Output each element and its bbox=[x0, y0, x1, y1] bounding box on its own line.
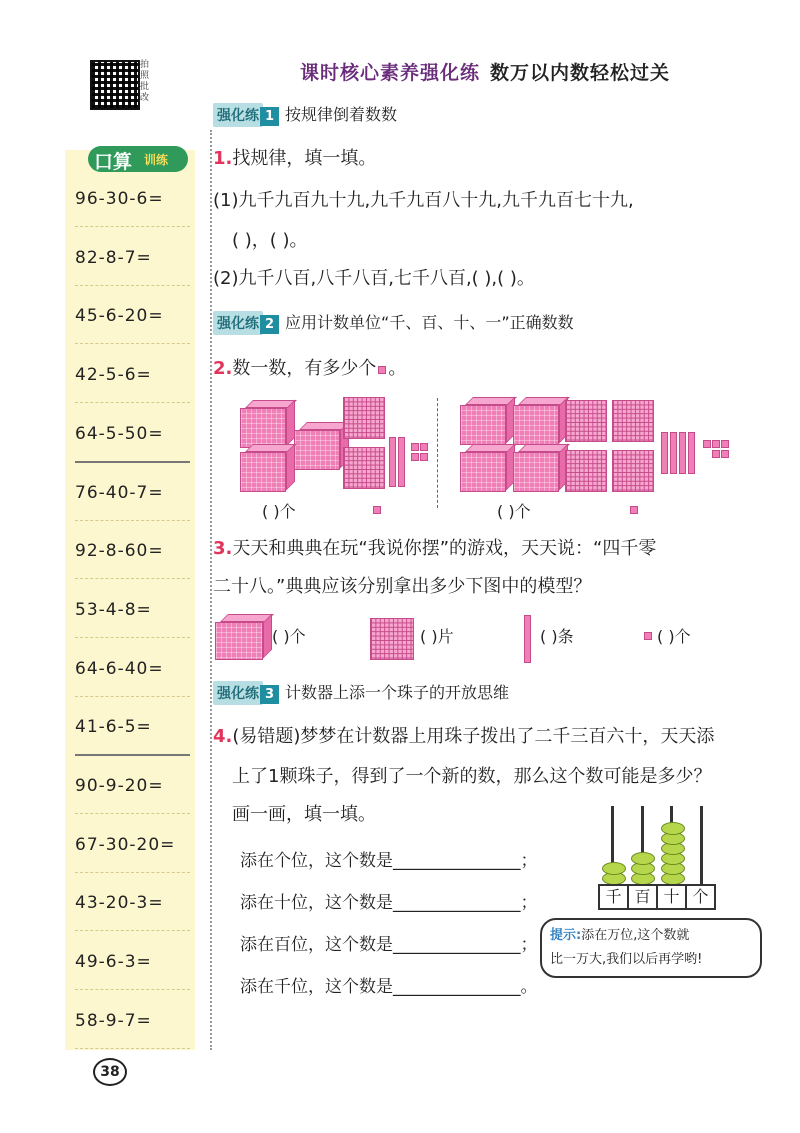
thousand-cube-model bbox=[215, 622, 263, 660]
thousand-cube bbox=[513, 405, 559, 445]
unit-cube bbox=[703, 440, 711, 448]
page-title bbox=[300, 58, 670, 85]
arith-problem: 58-9-7= bbox=[75, 990, 190, 1049]
arith-problem: 76-40-7= bbox=[75, 462, 190, 521]
q3-answer-thousands[interactable]: ( )个 bbox=[272, 627, 306, 646]
q4-fill-thousands[interactable]: 添在千位，这个数是_______________。 bbox=[240, 977, 538, 997]
unit-cube bbox=[721, 450, 729, 458]
q3-answer-tens[interactable]: ( )条 bbox=[540, 627, 574, 646]
q1-answer-blanks[interactable]: ( )，( )。 bbox=[232, 230, 308, 251]
q4-fill-ones[interactable]: 添在个位，这个数是_______________； bbox=[240, 851, 538, 871]
question-1: 1.找规律，填一填。 bbox=[213, 148, 377, 169]
arith-problem: 64-6-40= bbox=[75, 638, 190, 697]
unit-cube bbox=[721, 440, 729, 448]
ten-rod bbox=[389, 437, 396, 487]
abacus-label-hundreds: 百 bbox=[629, 886, 658, 908]
unit-cube-model bbox=[644, 632, 652, 640]
q4-line2: 上了1颗珠子，得到了一个新的数，那么这个数可能是多少？ bbox=[232, 766, 712, 787]
arith-problem: 64-5-50= bbox=[75, 403, 190, 463]
unit-cube bbox=[420, 443, 428, 451]
section-1-header: 强化练 1 按规律倒着数数 bbox=[213, 102, 397, 126]
q2-answer-left[interactable]: ( )个 bbox=[262, 502, 296, 521]
thousand-cube bbox=[240, 408, 286, 448]
section-3-header: 强化练 3 计数器上添一个珠子的开放思维 bbox=[213, 680, 509, 704]
q3-answer-hundreds[interactable]: ( )片 bbox=[420, 627, 454, 646]
title-sub: 数万以内数轻松过关 bbox=[490, 62, 671, 84]
ten-rod bbox=[670, 432, 677, 474]
divider bbox=[210, 130, 212, 1050]
arith-problem: 43-20-3= bbox=[75, 872, 190, 931]
question-3: 3.天天和典典在玩“我说你摆”的游戏，天天说：“四千零 bbox=[213, 538, 657, 559]
abacus-bead bbox=[661, 822, 685, 835]
title-main: 课时核心素养强化练 bbox=[300, 62, 481, 84]
arith-problem: 41-6-5= bbox=[75, 696, 190, 756]
hundred-flat bbox=[343, 447, 385, 489]
arith-problem: 90-9-20= bbox=[75, 755, 190, 814]
hundred-flat bbox=[343, 397, 385, 439]
hundred-flat bbox=[565, 400, 607, 442]
hundred-flat bbox=[565, 450, 607, 492]
q4-fill-tens[interactable]: 添在十位，这个数是_______________； bbox=[240, 893, 538, 913]
thousand-cube bbox=[460, 405, 506, 445]
q4-fill-hundreds[interactable]: 添在百位，这个数是_______________； bbox=[240, 935, 538, 955]
hint-line2: 比一万大,我们以后再学哟! bbox=[550, 952, 703, 967]
thousand-cube bbox=[513, 452, 559, 492]
q3-answer-ones[interactable]: ( )个 bbox=[657, 627, 691, 646]
arith-problem: 96-30-6= bbox=[75, 168, 190, 227]
unit-cube bbox=[411, 453, 419, 461]
q1-line3[interactable]: (2)九千八百,八千八百,七千八百,( ),( )。 bbox=[213, 268, 535, 289]
qr-code[interactable] bbox=[90, 60, 140, 110]
unit-cube-icon bbox=[630, 506, 638, 514]
arith-problem: 53-4-8= bbox=[75, 579, 190, 638]
abacus-label-tens: 十 bbox=[658, 886, 687, 908]
q2-answer-right[interactable]: ( )个 bbox=[497, 502, 531, 521]
thousand-cube bbox=[294, 430, 340, 470]
hint-line1: 添在万位,这个数就 bbox=[581, 928, 690, 943]
arith-problem: 67-30-20= bbox=[75, 814, 190, 873]
q4-line3: 画一画，填一填。 bbox=[232, 804, 376, 825]
qr-note: 拍照批改 bbox=[140, 60, 150, 103]
ten-rod-model bbox=[524, 615, 531, 663]
hundred-flat bbox=[612, 450, 654, 492]
ten-rod bbox=[661, 432, 668, 474]
arith-problem: 45-6-20= bbox=[75, 285, 190, 344]
hint-box bbox=[540, 918, 762, 978]
abacus-label-ones: 个 bbox=[692, 887, 709, 906]
hundred-flat-model bbox=[370, 618, 414, 660]
unit-cube bbox=[411, 443, 419, 451]
unit-cube bbox=[420, 453, 428, 461]
unit-cube bbox=[712, 440, 720, 448]
question-2: 2.数一数，有多少个 。 bbox=[213, 358, 407, 379]
ten-rod bbox=[688, 432, 695, 474]
q1-line1: (1)九千九百九十九,九千九百八十九,九千九百七十九, bbox=[213, 190, 634, 211]
group-divider bbox=[437, 398, 438, 508]
abacus-bead bbox=[602, 862, 626, 875]
q3-line2: 二十八。”典典应该分别拿出多少下图中的模型？ bbox=[213, 576, 592, 597]
unit-cube-icon bbox=[373, 506, 381, 514]
sidebar-label-big: 口算 bbox=[94, 151, 133, 173]
abacus-label-thousands: 千 bbox=[600, 886, 629, 908]
abacus-rod bbox=[700, 806, 703, 884]
unit-cube bbox=[712, 450, 720, 458]
ten-rod bbox=[679, 432, 686, 474]
unit-cube-icon bbox=[378, 366, 386, 374]
arith-problem: 49-6-3= bbox=[75, 931, 190, 990]
hundred-flat bbox=[612, 400, 654, 442]
hint-label: 提示: bbox=[550, 928, 582, 943]
sidebar-label-small: 训练 bbox=[144, 153, 169, 167]
arith-problem: 82-8-7= bbox=[75, 227, 190, 286]
ten-rod bbox=[398, 437, 405, 487]
arith-problem: 92-8-60= bbox=[75, 520, 190, 579]
thousand-cube bbox=[240, 452, 286, 492]
page-number: 38 bbox=[93, 1058, 127, 1086]
thousand-cube bbox=[460, 452, 506, 492]
abacus-base bbox=[598, 884, 716, 910]
section-2-header: 强化练 2 应用计数单位“千、百、十、一”正确数数 bbox=[213, 310, 574, 334]
arith-problem: 42-5-6= bbox=[75, 344, 190, 403]
question-4: 4.(易错题)梦梦在计数器上用珠子拨出了二千三百六十，天天添 bbox=[213, 726, 715, 747]
